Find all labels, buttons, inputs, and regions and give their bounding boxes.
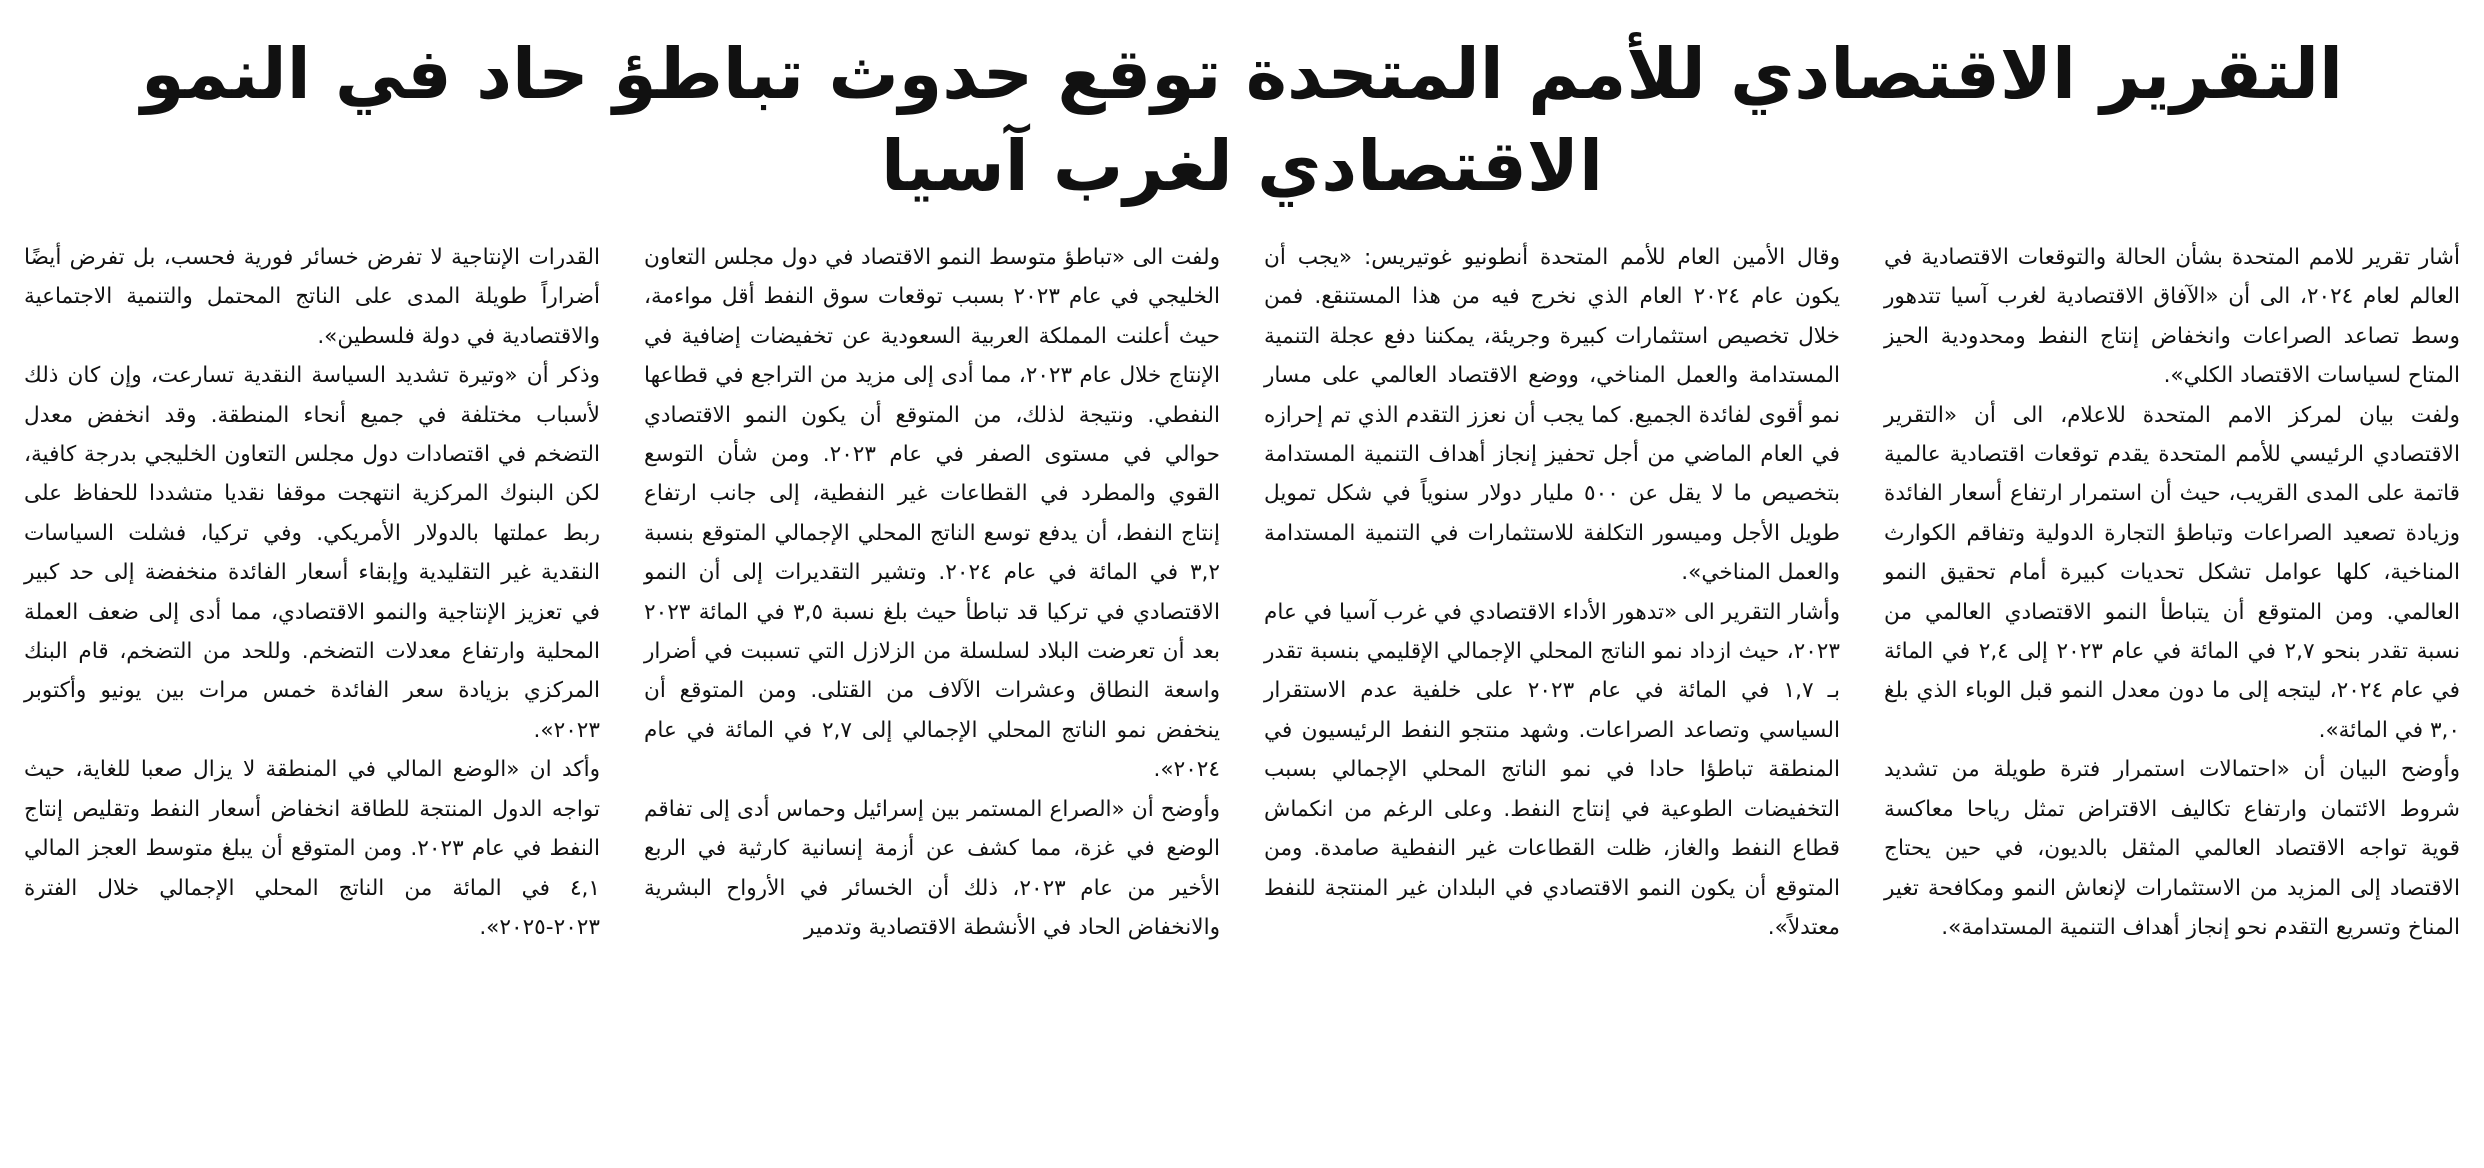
paragraph: أشار تقرير للامم المتحدة بشأن الحالة والتوقعات الاقتصادية في العالم لعام ٢٠٢٤، الى أن «الآفاق الاقتصادية لغرب آسيا تتدهور وسط تصاعد الصراعات وانخفاض إنتاج النفط ومحدودية الحيز المتاح لسياسات الاقتصاد الكلي». [1884,245,2460,389]
article-column-4 [24,238,600,1168]
paragraph: وأوضح أن «الصراع المستمر بين إسرائيل وحماس أدى إلى تفاقم الوضع في غزة، مما كشف عن أزمة إنسانية كارثية في الربع الأخير من عام ٢٠٢٣، ذلك أن الخسائر في الأرواح البشرية والانخفاض الحاد في الأنشطة الاقتصادية وتدمير [644,796,1220,940]
article-columns [24,238,2460,1168]
paragraph: وذكر أن «وتيرة تشديد السياسة النقدية تسارعت، وإن كان ذلك لأسباب مختلفة في جميع أنحاء المنطقة. وقد انخفض معدل التضخم في اقتصادات دول مجلس التعاون الخليجي بدرجة كافية، لكن البنوك المركزية انتهجت موقفا نقديا متشددا للحفاظ على ربط عملتها بالدولار الأمريكي. وفي تركيا، فشلت السياسات النقدية غير التقليدية وإبقاء أسعار الفائدة منخفضة إلى حد كبير في تعزيز الإنتاجية والنمو الاقتصادي، مما أدى إلى ضعف العملة المحلية وارتفاع معدلات التضخم. وللحد من التضخم، قام البنك المركزي بزيادة سعر الفائدة خمس مرات بين يونيو وأكتوبر ٢٠٢٣». [24,363,600,743]
paragraph: وأوضح البيان أن «احتمالات استمرار فترة طويلة من تشديد شروط الائتمان وارتفاع تكاليف الاقتراض تمثل رياحا معاكسة قوية تواجه الاقتصاد العالمي المثقل بالديون، في حين يحتاج الاقتصاد إلى المزيد من الاستثمارات لإنعاش النمو ومكافحة تغير المناخ وتسريع التقدم نحو إنجاز أهداف التنمية المستدامة». [1884,757,2460,940]
article-column-3 [644,238,1220,1168]
paragraph: وقال الأمين العام للأمم المتحدة أنطونيو غوتيريس: «يجب أن يكون عام ٢٠٢٤ العام الذي نخرج فيه من هذا المستنقع. فمن خلال تخصيص استثمارات كبيرة وجريئة، يمكننا دفع عجلة التنمية المستدامة والعمل المناخي، ووضع الاقتصاد العالمي على مسار نمو أقوى لفائدة الجميع. كما يجب أن نعزز التقدم الذي تم إحرازه في العام الماضي من أجل تحفيز إنجاز أهداف التنمية المستدامة بتخصيص ما لا يقل عن ٥٠٠ مليار دولار سنوياً في شكل تمويل طويل الأجل وميسور التكلفة للاستثمارات في التنمية المستدامة والعمل المناخي». [1264,245,1840,586]
paragraph: ولفت بيان لمركز الامم المتحدة للاعلام، الى أن «التقرير الاقتصادي الرئيسي للأمم المتحدة يقدم توقعات اقتصادية عالمية قاتمة على المدى القريب، حيث أن استمرار ارتفاع أسعار الفائدة وزيادة تصعيد الصراعات وتباطؤ التجارة الدولية وتفاقم الكوارث المناخية، كلها عوامل تشكل تحديات كبيرة أمام تحقيق النمو العالمي. ومن المتوقع أن يتباطأ النمو الاقتصادي العالمي من نسبة تقدر بنحو ٢,٧ في المائة في عام ٢٠٢٣ إلى ٢,٤ في المائة في عام ٢٠٢٤، ليتجه إلى ما دون معدل النمو قبل الوباء الذي بلغ ٣,٠ في المائة». [1884,402,2460,743]
article-column-2 [1264,238,1840,1168]
paragraph: وأكد ان «الوضع المالي في المنطقة لا يزال صعبا للغاية، حيث تواجه الدول المنتجة للطاقة انخفاض أسعار النفط وتقليص إنتاج النفط في عام ٢٠٢٣. ومن المتوقع أن يبلغ متوسط العجز المالي ٤,١ في المائة من الناتج المحلي الإجمالي خلال الفترة ٢٠٢٣-٢٠٢٥». [24,757,600,940]
paragraph: القدرات الإنتاجية لا تفرض خسائر فورية فحسب، بل تفرض أيضًا أضراراً طويلة المدى على الناتج المحتمل والتنمية الاجتماعية والاقتصادية في دولة فلسطين». [24,245,600,349]
paragraph: وأشار التقرير الى «تدهور الأداء الاقتصادي في غرب آسيا في عام ٢٠٢٣، حيث ازداد نمو الناتج المحلي الإجمالي الإقليمي بنسبة تقدر بـ ١,٧ في المائة في عام ٢٠٢٣ على خلفية عدم الاستقرار السياسي وتصاعد الصراعات. وشهد منتجو النفط الرئيسيون في المنطقة تباطؤا حادا في نمو الناتج المحلي الإجمالي بسبب التخفيضات الطوعية في إنتاج النفط. وعلى الرغم من انكماش قطاع النفط والغاز، ظلت القطاعات غير النفطية صامدة. ومن المتوقع أن يكون النمو الاقتصادي في البلدان غير المنتجة للنفط معتدلاً». [1264,599,1841,940]
article-headline: التقرير الاقتصادي للأمم المتحدة توقع حدوث تباطؤ حاد في النمو الاقتصادي لغرب آسيا [141,33,2343,207]
article-column-1 [1884,238,2460,1168]
paragraph: ولفت الى «تباطؤ متوسط النمو الاقتصاد في دول مجلس التعاون الخليجي في عام ٢٠٢٣ بسبب توقعات سوق النفط أقل مواءمة، حيث أعلنت المملكة العربية السعودية عن تخفيضات إضافية في الإنتاج خلال عام ٢٠٢٣، مما أدى إلى مزيد من التراجع في قطاعها النفطي. ونتيجة لذلك، من المتوقع أن يكون النمو الاقتصادي حوالي في مستوى الصفر في عام ٢٠٢٣. ومن شأن التوسع القوي والمطرد في القطاعات غير النفطية، إلى جانب ارتفاع إنتاج النفط، أن يدفع توسع الناتج المحلي الإجمالي المتوقع بنسبة ٣,٢ في المائة في عام ٢٠٢٤. وتشير التقديرات إلى أن النمو الاقتصادي في تركيا قد تباطأ حيث بلغ نسبة ٣,٥ في المائة ٢٠٢٣ بعد أن تعرضت البلاد لسلسلة من الزلازل التي تسببت في أضرار واسعة النطاق وعشرات الآلاف من القتلى. ومن المتوقع أن ينخفض نمو الناتج المحلي الإجمالي إلى ٢,٧ في المائة في عام ٢٠٢٤». [644,245,1221,783]
